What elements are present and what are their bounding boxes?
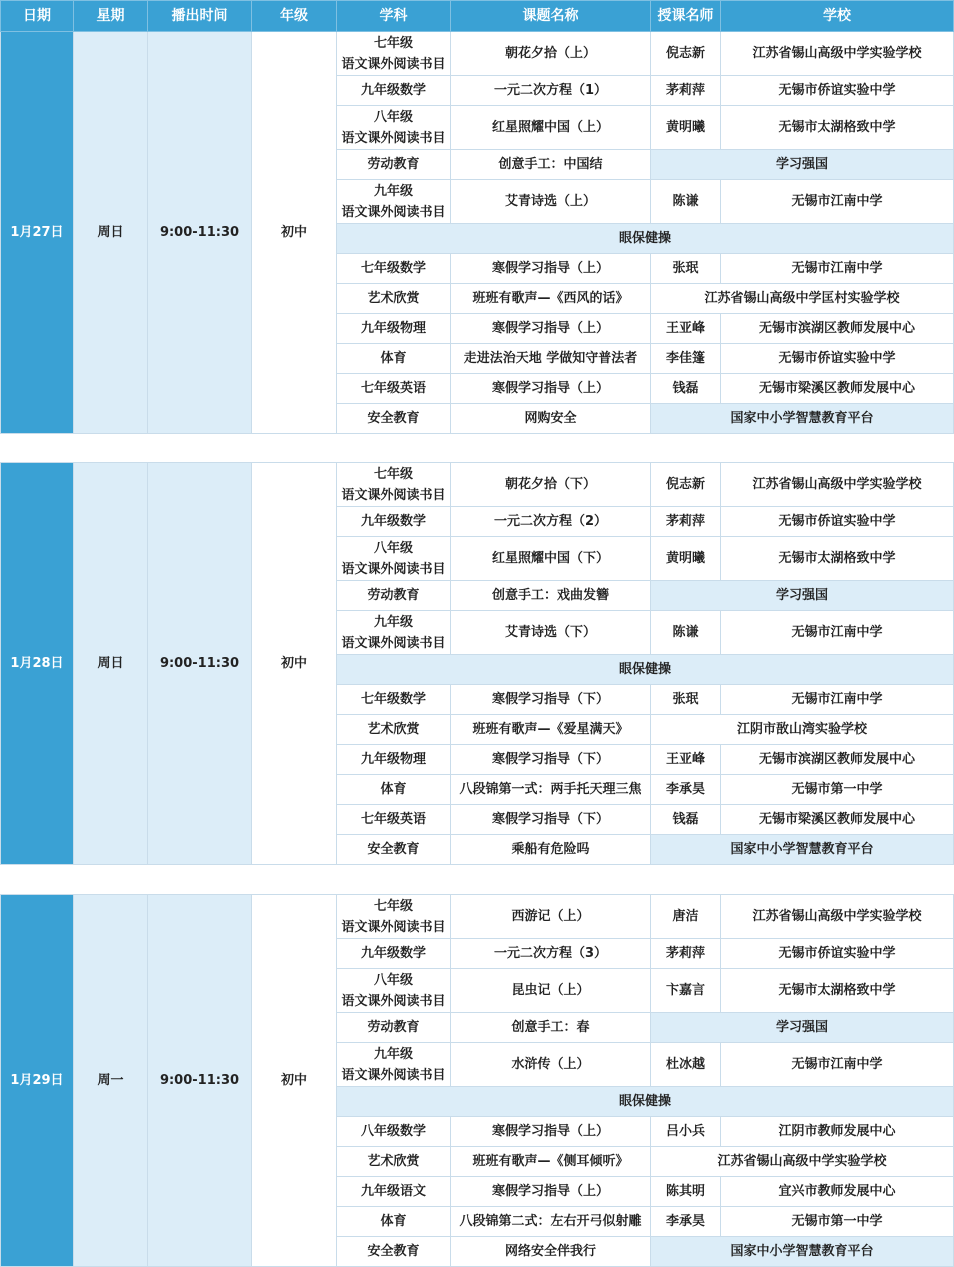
subject-cell: 艺术欣赏 [337, 284, 451, 314]
schedule-table-day-3 [0, 894, 954, 1267]
subject-cell: 七年级数学 [337, 685, 451, 715]
header-subject: 学科 [337, 1, 451, 32]
topic-cell: 寒假学习指导（上） [451, 314, 651, 344]
weekday-cell: 周一 [74, 895, 148, 1267]
teacher-cell: 王亚峰 [651, 745, 721, 775]
school-cell: 无锡市侨谊实验中学 [721, 939, 954, 969]
topic-cell: 班班有歌声—《侧耳倾听》 [451, 1147, 651, 1177]
topic-cell: 昆虫记（上） [451, 969, 651, 1013]
subject-cell: 九年级 语文课外阅读书目 [337, 180, 451, 224]
time-cell: 9:00-11:30 [148, 463, 252, 865]
school-cell: 无锡市第一中学 [721, 775, 954, 805]
school-cell: 江苏省锡山高级中学实验学校 [721, 32, 954, 76]
teacher-cell: 李承昊 [651, 775, 721, 805]
school-cell: 无锡市太湖格致中学 [721, 106, 954, 150]
subject-cell: 八年级 语文课外阅读书目 [337, 537, 451, 581]
topic-cell: 乘船有危险吗 [451, 835, 651, 865]
subject-cell: 九年级数学 [337, 939, 451, 969]
platform-cell: 江苏省锡山高级中学匡村实验学校 [651, 284, 954, 314]
teacher-cell: 王亚峰 [651, 314, 721, 344]
platform-cell: 国家中小学智慧教育平台 [651, 1237, 954, 1267]
topic-cell: 班班有歌声—《爱星满天》 [451, 715, 651, 745]
subject-cell: 劳动教育 [337, 581, 451, 611]
teacher-cell: 钱磊 [651, 805, 721, 835]
topic-cell: 创意手工：中国结 [451, 150, 651, 180]
subject-cell: 七年级数学 [337, 254, 451, 284]
subject-cell: 劳动教育 [337, 150, 451, 180]
school-cell: 无锡市太湖格致中学 [721, 969, 954, 1013]
topic-cell: 一元二次方程（3） [451, 939, 651, 969]
subject-cell: 艺术欣赏 [337, 1147, 451, 1177]
date-cell: 1月29日 [1, 895, 74, 1267]
topic-cell: 创意手工：春 [451, 1013, 651, 1043]
teacher-cell: 李佳篷 [651, 344, 721, 374]
eye-exercise-banner: 眼保健操 [337, 224, 954, 254]
table-row [1, 463, 954, 507]
school-cell: 江阴市教师发展中心 [721, 1117, 954, 1147]
school-cell: 无锡市江南中学 [721, 685, 954, 715]
teacher-cell: 倪志新 [651, 463, 721, 507]
teacher-cell: 陈其明 [651, 1177, 721, 1207]
subject-cell: 安全教育 [337, 1237, 451, 1267]
subject-cell: 体育 [337, 775, 451, 805]
subject-cell: 劳动教育 [337, 1013, 451, 1043]
subject-cell: 九年级 语文课外阅读书目 [337, 611, 451, 655]
subject-cell: 八年级 语文课外阅读书目 [337, 969, 451, 1013]
header-teacher: 授课名师 [651, 1, 721, 32]
day-body [1, 463, 954, 865]
school-cell: 无锡市江南中学 [721, 1043, 954, 1087]
table-row [1, 895, 954, 939]
school-cell: 无锡市梁溪区教师发展中心 [721, 374, 954, 404]
topic-cell: 朝花夕拾（下） [451, 463, 651, 507]
subject-cell: 九年级 语文课外阅读书目 [337, 1043, 451, 1087]
school-cell: 宜兴市教师发展中心 [721, 1177, 954, 1207]
topic-cell: 寒假学习指导（上） [451, 1177, 651, 1207]
subject-cell: 七年级英语 [337, 374, 451, 404]
schedule-table-day-1 [0, 0, 954, 434]
grade-cell: 初中 [252, 463, 337, 865]
subject-cell: 九年级数学 [337, 76, 451, 106]
header-date: 日期 [1, 1, 74, 32]
school-cell: 无锡市第一中学 [721, 1207, 954, 1237]
teacher-cell: 张珉 [651, 685, 721, 715]
topic-cell: 朝花夕拾（上） [451, 32, 651, 76]
topic-cell: 创意手工：戏曲发簪 [451, 581, 651, 611]
topic-cell: 八段锦第一式：两手托天理三焦 [451, 775, 651, 805]
topic-cell: 网购安全 [451, 404, 651, 434]
platform-cell: 国家中小学智慧教育平台 [651, 835, 954, 865]
topic-cell: 寒假学习指导（上） [451, 254, 651, 284]
topic-cell: 水浒传（上） [451, 1043, 651, 1087]
weekday-cell: 周日 [74, 32, 148, 434]
platform-cell: 学习强国 [651, 1013, 954, 1043]
day-body [1, 895, 954, 1267]
school-cell: 江苏省锡山高级中学实验学校 [721, 463, 954, 507]
platform-cell: 学习强国 [651, 581, 954, 611]
subject-cell: 体育 [337, 344, 451, 374]
subject-cell: 艺术欣赏 [337, 715, 451, 745]
teacher-cell: 茅莉萍 [651, 507, 721, 537]
topic-cell: 八段锦第二式：左右开弓似射雕 [451, 1207, 651, 1237]
teacher-cell: 茅莉萍 [651, 939, 721, 969]
time-cell: 9:00-11:30 [148, 32, 252, 434]
platform-cell: 江苏省锡山高级中学实验学校 [651, 1147, 954, 1177]
table-row [1, 32, 954, 76]
time-cell: 9:00-11:30 [148, 895, 252, 1267]
subject-cell: 九年级物理 [337, 314, 451, 344]
teacher-cell: 陈谦 [651, 180, 721, 224]
topic-cell: 红星照耀中国（下） [451, 537, 651, 581]
subject-cell: 七年级 语文课外阅读书目 [337, 463, 451, 507]
school-cell: 无锡市江南中学 [721, 254, 954, 284]
day-body [1, 32, 954, 434]
subject-cell: 七年级 语文课外阅读书目 [337, 895, 451, 939]
teacher-cell: 李承昊 [651, 1207, 721, 1237]
school-cell: 无锡市江南中学 [721, 180, 954, 224]
school-cell: 江苏省锡山高级中学实验学校 [721, 895, 954, 939]
topic-cell: 寒假学习指导（上） [451, 1117, 651, 1147]
topic-cell: 寒假学习指导（下） [451, 685, 651, 715]
weekday-cell: 周日 [74, 463, 148, 865]
header-weekday: 星期 [74, 1, 148, 32]
eye-exercise-banner: 眼保健操 [337, 1087, 954, 1117]
teacher-cell: 黄明曦 [651, 537, 721, 581]
teacher-cell: 杜冰越 [651, 1043, 721, 1087]
subject-cell: 九年级数学 [337, 507, 451, 537]
subject-cell: 八年级数学 [337, 1117, 451, 1147]
school-cell: 无锡市太湖格致中学 [721, 537, 954, 581]
topic-cell: 一元二次方程（1） [451, 76, 651, 106]
subject-cell: 七年级 语文课外阅读书目 [337, 32, 451, 76]
topic-cell: 走进法治天地 学做知守普法者 [451, 344, 651, 374]
topic-cell: 寒假学习指导（上） [451, 374, 651, 404]
topic-cell: 艾青诗选（下） [451, 611, 651, 655]
school-cell: 无锡市侨谊实验中学 [721, 507, 954, 537]
header-school: 学校 [721, 1, 954, 32]
subject-cell: 七年级英语 [337, 805, 451, 835]
platform-cell: 国家中小学智慧教育平台 [651, 404, 954, 434]
school-cell: 无锡市滨湖区教师发展中心 [721, 745, 954, 775]
topic-cell: 班班有歌声—《西风的话》 [451, 284, 651, 314]
subject-cell: 九年级物理 [337, 745, 451, 775]
school-cell: 无锡市侨谊实验中学 [721, 76, 954, 106]
teacher-cell: 陈谦 [651, 611, 721, 655]
date-cell: 1月28日 [1, 463, 74, 865]
topic-cell: 红星照耀中国（上） [451, 106, 651, 150]
teacher-cell: 黄明曦 [651, 106, 721, 150]
grade-cell: 初中 [252, 32, 337, 434]
header-time: 播出时间 [148, 1, 252, 32]
teacher-cell: 张珉 [651, 254, 721, 284]
subject-cell: 八年级 语文课外阅读书目 [337, 106, 451, 150]
school-cell: 无锡市江南中学 [721, 611, 954, 655]
eye-exercise-banner: 眼保健操 [337, 655, 954, 685]
school-cell: 无锡市梁溪区教师发展中心 [721, 805, 954, 835]
header-row [1, 1, 954, 32]
teacher-cell: 卞嘉言 [651, 969, 721, 1013]
grade-cell: 初中 [252, 895, 337, 1267]
teacher-cell: 唐洁 [651, 895, 721, 939]
topic-cell: 西游记（上） [451, 895, 651, 939]
platform-cell: 学习强国 [651, 150, 954, 180]
teacher-cell: 倪志新 [651, 32, 721, 76]
subject-cell: 体育 [337, 1207, 451, 1237]
school-cell: 无锡市滨湖区教师发展中心 [721, 314, 954, 344]
subject-cell: 安全教育 [337, 404, 451, 434]
topic-cell: 艾青诗选（上） [451, 180, 651, 224]
teacher-cell: 茅莉萍 [651, 76, 721, 106]
school-cell: 无锡市侨谊实验中学 [721, 344, 954, 374]
topic-cell: 网络安全伴我行 [451, 1237, 651, 1267]
header-topic: 课题名称 [451, 1, 651, 32]
header-grade: 年级 [252, 1, 337, 32]
platform-cell: 江阴市敔山湾实验学校 [651, 715, 954, 745]
schedule-table-day-2 [0, 462, 954, 865]
topic-cell: 寒假学习指导（下） [451, 805, 651, 835]
teacher-cell: 钱磊 [651, 374, 721, 404]
subject-cell: 安全教育 [337, 835, 451, 865]
subject-cell: 九年级语文 [337, 1177, 451, 1207]
teacher-cell: 吕小兵 [651, 1117, 721, 1147]
topic-cell: 一元二次方程（2） [451, 507, 651, 537]
topic-cell: 寒假学习指导（下） [451, 745, 651, 775]
date-cell: 1月27日 [1, 32, 74, 434]
